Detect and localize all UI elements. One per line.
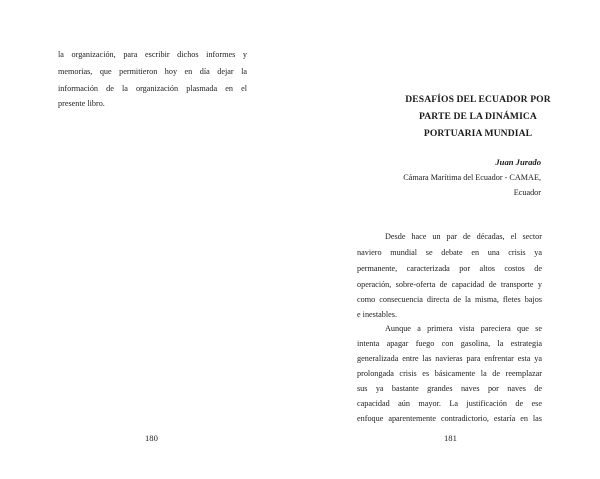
body-line-11: sus ya bastante grandes naves por naves de bbox=[357, 384, 542, 393]
right-page bbox=[300, 0, 600, 479]
body-line-13: enfoque aparentemente contradictorio, estaría en las bbox=[357, 414, 542, 423]
chapter-title-line-3: PORTUARIA MUNDIAL bbox=[423, 128, 533, 139]
author-affiliation-line-1: Cámara Marítima del Ecuador - CAMAE, bbox=[403, 173, 541, 182]
chapter-title-line-2: PARTE DE LA DINÁMICA bbox=[419, 111, 537, 122]
body-line-6: e inestables. bbox=[357, 310, 398, 319]
left-body-line-4: presente libro. bbox=[58, 99, 105, 108]
author-affiliation-line-2: Ecuador bbox=[513, 188, 541, 197]
body-line-7: Aunque a primera vista pareciera que se bbox=[385, 324, 542, 333]
right-page-number: 181 bbox=[444, 433, 457, 443]
body-line-1: Desde hace un par de décadas, el sector bbox=[385, 232, 542, 241]
chapter-title-line-1: DESAFÍOS DEL ECUADOR POR bbox=[405, 94, 551, 105]
body-line-10: prolongada crisis es básicamente la de reemplazar bbox=[357, 369, 542, 378]
body-line-2: naviero mundial se debate en una crisis ya bbox=[357, 248, 542, 257]
left-body-line-1: la organización, para escribir dichos informes y bbox=[58, 50, 247, 59]
body-line-3: permanente, caracterizada por altos costos de bbox=[357, 264, 542, 273]
body-line-12: capacidad aún mayor. La justificación de ese bbox=[357, 399, 542, 408]
author-name: Juan Jurado bbox=[495, 157, 541, 167]
body-line-4: operación, sobre-oferta de capacidad de transporte y bbox=[357, 280, 542, 289]
body-line-5: como consecuencia directa de la misma, fletes bajos bbox=[357, 295, 542, 304]
left-page-number: 180 bbox=[145, 433, 158, 443]
left-body-line-2: memorias, que permitieron hoy en día dejar la bbox=[58, 67, 247, 76]
left-body-line-3: información de la organización plasmada en el bbox=[58, 84, 247, 93]
body-line-9: generalizada entre las navieras para enfrentar esta ya bbox=[357, 354, 542, 363]
body-line-8: intenta apagar fuego con gasolina, la estrategia bbox=[357, 339, 542, 348]
